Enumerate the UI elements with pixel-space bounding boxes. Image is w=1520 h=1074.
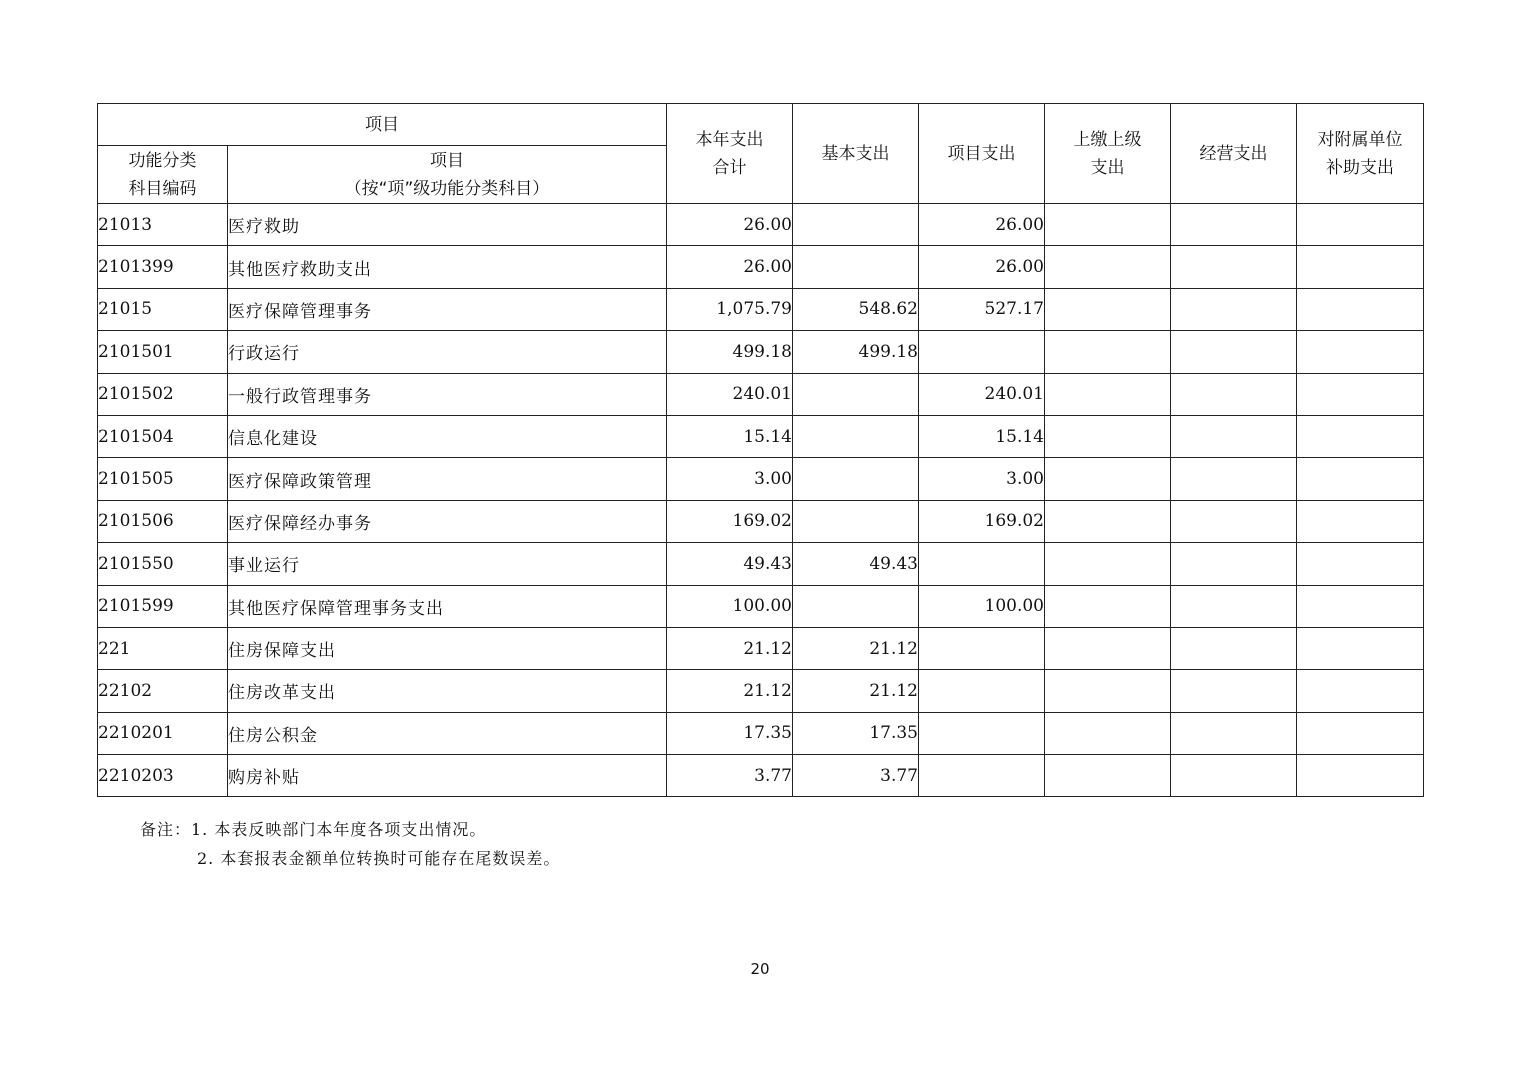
cell-name: 医疗保障管理事务 [228, 288, 667, 330]
cell-basic [793, 585, 919, 627]
header-name [228, 146, 667, 204]
cell-name: 购房补贴 [228, 755, 667, 797]
cell-code: 22102 [98, 670, 228, 712]
table-row [98, 670, 1424, 712]
cell-upper [1045, 500, 1171, 542]
header-total-line2: 合计 [712, 157, 747, 178]
cell-project: 3.00 [919, 458, 1045, 500]
cell-operating [1171, 204, 1297, 246]
cell-operating [1171, 415, 1297, 457]
table-row [98, 204, 1424, 246]
cell-project [919, 712, 1045, 754]
cell-code: 21013 [98, 204, 228, 246]
cell-subsidy [1297, 500, 1424, 542]
cell-total: 26.00 [667, 204, 793, 246]
note-line-1: 备注：1. 本表反映部门本年度各项支出情况。 [140, 820, 487, 839]
cell-upper [1045, 331, 1171, 373]
cell-total: 3.00 [667, 458, 793, 500]
table-row [98, 755, 1424, 797]
cell-project [919, 331, 1045, 373]
header-name-line1: 项目 [430, 150, 464, 171]
cell-subsidy [1297, 373, 1424, 415]
cell-basic [793, 204, 919, 246]
cell-upper [1045, 670, 1171, 712]
header-upper-line2: 支出 [1090, 157, 1125, 178]
cell-basic: 548.62 [793, 288, 919, 330]
cell-subsidy [1297, 288, 1424, 330]
header-upper-line1: 上缴上级 [1073, 129, 1142, 150]
header-code [98, 146, 228, 204]
cell-subsidy [1297, 331, 1424, 373]
cell-total: 26.00 [667, 246, 793, 288]
cell-total: 100.00 [667, 585, 793, 627]
cell-subsidy [1297, 670, 1424, 712]
table-row [98, 585, 1424, 627]
cell-code: 2101501 [98, 331, 228, 373]
table-row [98, 415, 1424, 457]
cell-name: 医疗保障经办事务 [228, 500, 667, 542]
cell-operating [1171, 288, 1297, 330]
cell-total: 15.14 [667, 415, 793, 457]
cell-code: 2101599 [98, 585, 228, 627]
cell-basic [793, 246, 919, 288]
cell-total: 49.43 [667, 543, 793, 585]
cell-subsidy [1297, 415, 1424, 457]
cell-name: 事业运行 [228, 543, 667, 585]
cell-total: 17.35 [667, 712, 793, 754]
table-row [98, 627, 1424, 669]
cell-basic [793, 458, 919, 500]
header-group-label: 项目 [98, 104, 667, 146]
cell-operating [1171, 373, 1297, 415]
cell-name: 信息化建设 [228, 415, 667, 457]
page-number: 20 [750, 960, 770, 978]
cell-project [919, 627, 1045, 669]
cell-code: 2101399 [98, 246, 228, 288]
cell-upper [1045, 712, 1171, 754]
header-project: 项目支出 [919, 104, 1045, 204]
expenditure-table [97, 103, 1424, 797]
cell-operating [1171, 331, 1297, 373]
cell-project: 240.01 [919, 373, 1045, 415]
cell-upper [1045, 627, 1171, 669]
table-row [98, 373, 1424, 415]
table-row [98, 712, 1424, 754]
cell-code: 2101502 [98, 373, 228, 415]
cell-name: 其他医疗保障管理事务支出 [228, 585, 667, 627]
cell-code: 2101505 [98, 458, 228, 500]
cell-code: 21015 [98, 288, 228, 330]
cell-basic: 499.18 [793, 331, 919, 373]
cell-total: 499.18 [667, 331, 793, 373]
header-subsidy [1297, 104, 1424, 204]
cell-total: 3.77 [667, 755, 793, 797]
cell-operating [1171, 627, 1297, 669]
cell-name: 住房改革支出 [228, 670, 667, 712]
cell-operating [1171, 712, 1297, 754]
cell-operating [1171, 246, 1297, 288]
cell-operating [1171, 500, 1297, 542]
cell-name: 一般行政管理事务 [228, 373, 667, 415]
table-row [98, 458, 1424, 500]
table-body [98, 204, 1424, 797]
cell-name: 住房保障支出 [228, 627, 667, 669]
notes [140, 815, 560, 873]
cell-total: 21.12 [667, 670, 793, 712]
header-total [667, 104, 793, 204]
cell-project: 26.00 [919, 204, 1045, 246]
cell-project [919, 670, 1045, 712]
cell-basic: 17.35 [793, 712, 919, 754]
cell-subsidy [1297, 755, 1424, 797]
cell-code: 2101550 [98, 543, 228, 585]
cell-code: 2101504 [98, 415, 228, 457]
table-row [98, 246, 1424, 288]
table-row [98, 331, 1424, 373]
cell-upper [1045, 755, 1171, 797]
header-name-line2: （按“项”级功能分类科目） [344, 178, 550, 199]
cell-name: 医疗保障政策管理 [228, 458, 667, 500]
header-basic: 基本支出 [793, 104, 919, 204]
cell-project: 169.02 [919, 500, 1045, 542]
table-row [98, 543, 1424, 585]
cell-total: 240.01 [667, 373, 793, 415]
cell-subsidy [1297, 246, 1424, 288]
cell-operating [1171, 458, 1297, 500]
table-row [98, 288, 1424, 330]
cell-total: 169.02 [667, 500, 793, 542]
header-total-line1: 本年支出 [695, 129, 764, 150]
cell-basic: 21.12 [793, 627, 919, 669]
cell-code: 2210203 [98, 755, 228, 797]
table-row [98, 500, 1424, 542]
cell-upper [1045, 585, 1171, 627]
cell-subsidy [1297, 543, 1424, 585]
header-upper [1045, 104, 1171, 204]
header-subsidy-line2: 补助支出 [1326, 157, 1394, 178]
cell-upper [1045, 458, 1171, 500]
cell-upper [1045, 373, 1171, 415]
cell-basic: 49.43 [793, 543, 919, 585]
cell-project [919, 755, 1045, 797]
cell-total: 21.12 [667, 627, 793, 669]
cell-upper [1045, 543, 1171, 585]
cell-name: 住房公积金 [228, 712, 667, 754]
cell-upper [1045, 204, 1171, 246]
note-line-2: 2. 本套报表金额单位转换时可能存在尾数误差。 [197, 849, 561, 868]
cell-operating [1171, 585, 1297, 627]
cell-project [919, 543, 1045, 585]
cell-project: 26.00 [919, 246, 1045, 288]
cell-basic: 3.77 [793, 755, 919, 797]
cell-subsidy [1297, 712, 1424, 754]
header-operating: 经营支出 [1171, 104, 1297, 204]
cell-total: 1,075.79 [667, 288, 793, 330]
cell-project: 100.00 [919, 585, 1045, 627]
cell-upper [1045, 415, 1171, 457]
cell-code: 2210201 [98, 712, 228, 754]
cell-upper [1045, 246, 1171, 288]
cell-project: 15.14 [919, 415, 1045, 457]
cell-subsidy [1297, 585, 1424, 627]
cell-operating [1171, 670, 1297, 712]
cell-basic [793, 415, 919, 457]
cell-basic [793, 500, 919, 542]
header-subsidy-line1: 对附属单位 [1317, 129, 1403, 150]
cell-project: 527.17 [919, 288, 1045, 330]
cell-subsidy [1297, 204, 1424, 246]
table-header [98, 104, 1424, 204]
cell-subsidy [1297, 458, 1424, 500]
cell-subsidy [1297, 627, 1424, 669]
header-code-line1: 功能分类 [128, 150, 197, 171]
cell-upper [1045, 288, 1171, 330]
cell-operating [1171, 543, 1297, 585]
header-code-line2: 科目编码 [128, 178, 197, 199]
cell-basic: 21.12 [793, 670, 919, 712]
cell-operating [1171, 755, 1297, 797]
cell-basic [793, 373, 919, 415]
cell-name: 行政运行 [228, 331, 667, 373]
cell-code: 2101506 [98, 500, 228, 542]
cell-name: 其他医疗救助支出 [228, 246, 667, 288]
cell-name: 医疗救助 [228, 204, 667, 246]
cell-code: 221 [98, 627, 228, 669]
